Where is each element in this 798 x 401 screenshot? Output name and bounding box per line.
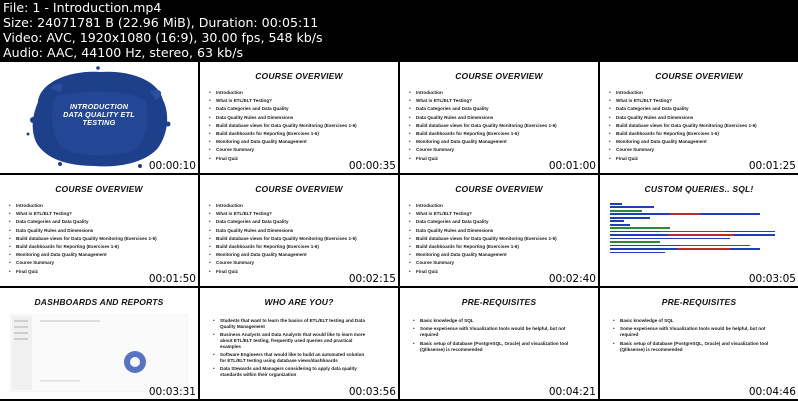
prerequisite-item: • Some experience with Visualization tools would be helpful, but not required [616, 326, 780, 338]
thumbnail-prerequisites[interactable] [400, 288, 598, 399]
slide-title: PRE-REQUISITES [461, 297, 537, 307]
agenda-item: • What is ETL/ELT Testing? [612, 97, 757, 105]
agenda-item: • Course Summary [412, 146, 557, 154]
timestamp: 00:04:46 [748, 386, 796, 398]
agenda-item: • Data Categories and Data Quality [212, 105, 357, 113]
agenda-list [206, 89, 357, 163]
timestamp: 00:01:50 [148, 273, 196, 285]
thumbnail-course-overview[interactable] [600, 62, 798, 173]
slide-title: WHO ARE YOU? [264, 297, 334, 307]
intro-title-line-1: INTRODUCTION [69, 102, 129, 111]
timestamp: 00:01:25 [748, 160, 796, 172]
agenda-item: • What is ETL/ELT Testing? [412, 210, 557, 218]
code-line [610, 224, 630, 226]
thumbnail-course-overview[interactable] [0, 175, 198, 286]
slide-title: COURSE OVERVIEW [455, 71, 543, 81]
thumbnail-intro[interactable] [0, 62, 198, 173]
agenda-item: • What is ETL/ELT Testing? [212, 210, 357, 218]
audience-item: • Data Stewards and Managers considering to apply data quality standards within their organization [216, 366, 370, 378]
timestamp: 00:03:31 [148, 386, 196, 398]
agenda-item: • Build dashboards for Reporting (Exercises 1-6) [412, 243, 557, 251]
agenda-item: • Build database views for Data Quality Monitoring (Exercises 1-6) [12, 235, 157, 243]
agenda-item: • Course Summary [212, 259, 357, 267]
file-size-line: Size: 24071781 B (22.96 MiB), Duration: 00:05:11 [3, 15, 319, 30]
audience-item: • Software Engineers that would like to build an automated solution for ETL/ELT testing using database views/dashboards [216, 352, 370, 364]
agenda-item: • Data Quality Rules and Dimensions [612, 114, 757, 122]
code-line [610, 238, 730, 240]
intro-title [0, 103, 198, 127]
prerequisite-item: • Basic setup of database (PostgreSQL, Oracle) and visualization tool (Qliksense) is recommended [616, 341, 780, 353]
thumbnail-course-overview[interactable] [400, 175, 598, 286]
slide-title: PRE-REQUISITES [661, 297, 737, 307]
agenda-item: • Build dashboards for Reporting (Exercises 1-6) [612, 130, 757, 138]
agenda-item: • Data Quality Rules and Dimensions [212, 227, 357, 235]
agenda-item: • Final Quiz [412, 155, 557, 163]
agenda-item: • Build database views for Data Quality Monitoring (Exercises 1-6) [212, 235, 357, 243]
agenda-item: • Final Quiz [212, 268, 357, 276]
agenda-list [406, 202, 557, 276]
agenda-item: • Data Quality Rules and Dimensions [212, 114, 357, 122]
audience-item: • Business Analysts and Data Analysts that would like to learn more about ETL/ELT testing, frequently used queries and practical examples [216, 332, 370, 351]
code-line [610, 248, 760, 250]
code-line [610, 245, 750, 247]
code-line [610, 220, 624, 222]
audio-info-line: Audio: AAC, 44100 Hz, stereo, 63 kb/s [3, 45, 244, 60]
prerequisite-item: • Basic knowledge of SQL [416, 318, 580, 324]
code-line [610, 203, 622, 205]
slide-title: COURSE OVERVIEW [55, 184, 143, 194]
agenda-item: • Data Categories and Data Quality [212, 218, 357, 226]
agenda-item: • What is ETL/ELT Testing? [12, 210, 157, 218]
agenda-item: • Introduction [612, 89, 757, 97]
slide-title: COURSE OVERVIEW [255, 184, 343, 194]
agenda-item: • Introduction [12, 202, 157, 210]
agenda-item: • Monitoring and Data Quality Management [212, 138, 357, 146]
agenda-item: • What is ETL/ELT Testing? [212, 97, 357, 105]
thumbnail-course-overview[interactable] [200, 62, 398, 173]
agenda-item: • Build database views for Data Quality Monitoring (Exercises 1-6) [212, 122, 357, 130]
audience-list [210, 318, 370, 380]
thumbnail-course-overview[interactable] [200, 175, 398, 286]
intro-title-line-2: DATA QUALITY ETL [63, 110, 135, 119]
thumbnail-grid [0, 62, 798, 401]
slide-title: COURSE OVERVIEW [655, 71, 743, 81]
code-line [610, 227, 670, 229]
prerequisite-item: • Basic knowledge of SQL [616, 318, 780, 324]
thumbnail-custom-queries[interactable] [600, 175, 798, 286]
timestamp: 00:03:56 [348, 386, 396, 398]
agenda-list [206, 202, 357, 276]
agenda-item: • Monitoring and Data Quality Management [212, 251, 357, 259]
agenda-item: • Introduction [412, 89, 557, 97]
prerequisite-item: • Basic setup of database (PostgreSQL, Oracle) and visualization tool (Qliksense) is recommended [416, 341, 580, 353]
timestamp: 00:03:05 [748, 273, 796, 285]
agenda-item: • Introduction [212, 202, 357, 210]
agenda-item: • Data Quality Rules and Dimensions [12, 227, 157, 235]
thumbnail-prerequisites[interactable] [600, 288, 798, 399]
timestamp: 00:02:40 [548, 273, 596, 285]
code-line [610, 206, 654, 208]
agenda-item: • Final Quiz [412, 268, 557, 276]
prerequisites-list [410, 318, 580, 355]
code-line [610, 241, 660, 243]
agenda-item: • Build dashboards for Reporting (Exercises 1-6) [212, 130, 357, 138]
agenda-item: • Data Quality Rules and Dimensions [412, 114, 557, 122]
agenda-list [606, 89, 757, 163]
agenda-item: • Monitoring and Data Quality Management [612, 138, 757, 146]
agenda-item: • Build database views for Data Quality Monitoring (Exercises 1-6) [412, 122, 557, 130]
timestamp: 00:04:21 [548, 386, 596, 398]
slide-title: CUSTOM QUERIES.. SQL! [644, 184, 754, 194]
agenda-item: • Course Summary [12, 259, 157, 267]
agenda-list [6, 202, 157, 276]
agenda-item: • Introduction [212, 89, 357, 97]
timestamp: 00:02:15 [348, 273, 396, 285]
slide-title: DASHBOARDS AND REPORTS [34, 297, 164, 307]
prerequisites-list [610, 318, 780, 355]
slide-title: COURSE OVERVIEW [455, 184, 543, 194]
thumbnail-course-overview[interactable] [400, 62, 598, 173]
file-name-line: File: 1 - Introduction.mp4 [3, 0, 162, 15]
timestamp: 00:01:00 [548, 160, 596, 172]
code-line [610, 252, 665, 254]
agenda-list [406, 89, 557, 163]
agenda-item: • Final Quiz [12, 268, 157, 276]
agenda-item: • Build database views for Data Quality Monitoring (Exercises 1-6) [412, 235, 557, 243]
agenda-item: • Monitoring and Data Quality Management [12, 251, 157, 259]
intro-title-line-3: TESTING [82, 118, 116, 127]
agenda-item: • Introduction [412, 202, 557, 210]
agenda-item: • Data Quality Rules and Dimensions [412, 227, 557, 235]
thumbnail-who-are-you[interactable] [200, 288, 398, 399]
prerequisite-item: • Some experience with Visualization tools would be helpful, but not required [416, 326, 580, 338]
timestamp: 00:00:10 [148, 160, 196, 172]
agenda-item: • Final Quiz [612, 155, 757, 163]
agenda-item: • Course Summary [412, 259, 557, 267]
agenda-item: • Build database views for Data Quality Monitoring (Exercises 1-6) [612, 122, 757, 130]
file-info-header [3, 0, 793, 60]
agenda-item: • Build dashboards for Reporting (Exercises 1-6) [212, 243, 357, 251]
agenda-item: • Data Categories and Data Quality [612, 105, 757, 113]
audience-item: • Students that want to learn the basics of ETL/ELT testing and Data Quality Management [216, 318, 370, 330]
agenda-item: • Final Quiz [212, 155, 357, 163]
timestamp: 00:00:35 [348, 160, 396, 172]
code-line [610, 213, 760, 215]
agenda-item: • Course Summary [212, 146, 357, 154]
code-line [610, 234, 775, 236]
agenda-item: • Course Summary [612, 146, 757, 154]
slide-title: COURSE OVERVIEW [255, 71, 343, 81]
agenda-item: • Monitoring and Data Quality Management [412, 138, 557, 146]
agenda-item: • Data Categories and Data Quality [12, 218, 157, 226]
agenda-item: • Monitoring and Data Quality Management [412, 251, 557, 259]
code-line [610, 217, 650, 219]
agenda-item: • Data Categories and Data Quality [412, 218, 557, 226]
agenda-item: • Build dashboards for Reporting (Exercises 1-6) [412, 130, 557, 138]
agenda-item: • Build dashboards for Reporting (Exercises 1-6) [12, 243, 157, 251]
code-line [610, 210, 642, 212]
code-line [610, 231, 775, 233]
sql-code-block [610, 203, 788, 263]
agenda-item: • Data Categories and Data Quality [412, 105, 557, 113]
dashboard-mockup-graphic [10, 314, 188, 392]
thumbnail-dashboards[interactable] [0, 288, 198, 399]
video-info-line: Video: AVC, 1920x1080 (16:9), 30.00 fps, 548 kb/s [3, 30, 323, 45]
agenda-item: • What is ETL/ELT Testing? [412, 97, 557, 105]
